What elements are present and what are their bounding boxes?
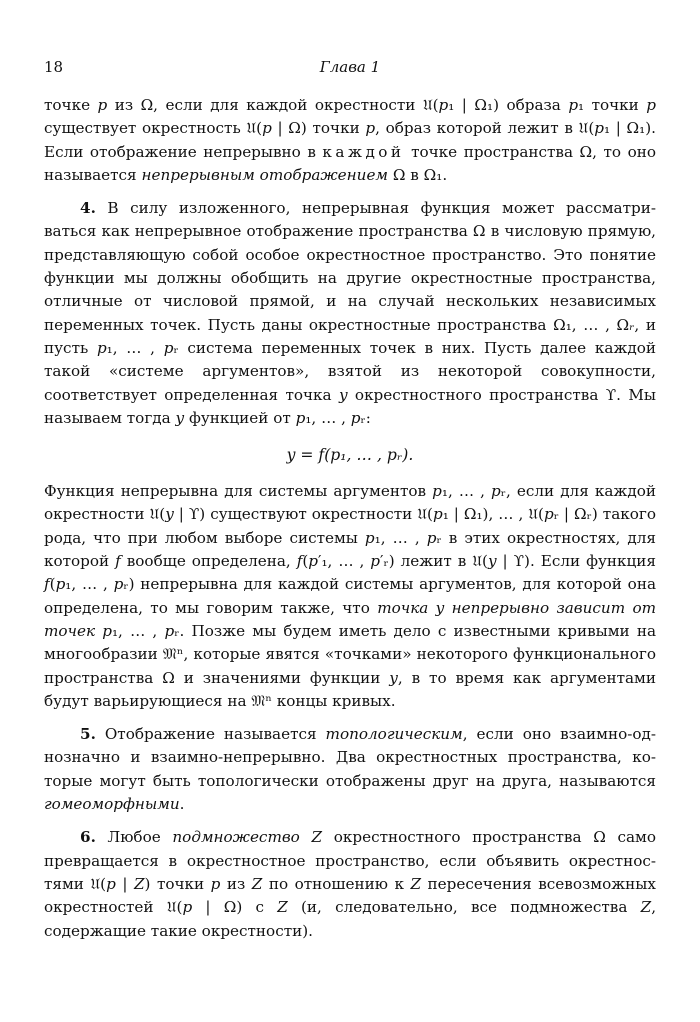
text-run: p bbox=[295, 408, 306, 427]
text-run: функцией от bbox=[184, 408, 296, 427]
text-run: окрестностного пространства Ω само превращается в окрестностное пространство, если объявить окрестностями 𝔘( bbox=[44, 828, 656, 893]
text-run: ₁ | Ω₁), … , 𝔘( bbox=[442, 505, 544, 524]
text-run: p bbox=[113, 575, 124, 594]
text-run: | ϒ). Если функция bbox=[496, 552, 656, 571]
text-run: гомеоморфными bbox=[44, 795, 180, 814]
text-run: ′ᵣ) лежит в 𝔘( bbox=[380, 552, 488, 571]
text-run: Функция непрерывна для системы аргументов bbox=[44, 482, 433, 501]
text-run: y bbox=[338, 385, 348, 404]
text-run: ₁, … , bbox=[374, 528, 427, 547]
text-run: существует окрестность 𝔘( bbox=[44, 119, 263, 138]
text-run: , и пусть bbox=[44, 315, 657, 357]
text-run: y bbox=[487, 552, 497, 571]
text-run: p bbox=[370, 552, 381, 571]
text-run: Z bbox=[277, 898, 288, 917]
text-run: p bbox=[594, 119, 604, 138]
text-run: p bbox=[106, 874, 116, 893]
text-run: f bbox=[44, 575, 50, 594]
text-run: f bbox=[115, 552, 121, 571]
text-run: , в то время как аргументами будут варьирующиеся на 𝔐ⁿ концы кривых. bbox=[44, 668, 656, 710]
text-run: y bbox=[175, 408, 185, 427]
text-run: ₁ | Ω₁). Если отображение непрерывно в bbox=[44, 119, 656, 161]
text-run: p bbox=[432, 505, 443, 524]
text-run: Z bbox=[640, 898, 652, 917]
text-run: p bbox=[55, 575, 66, 594]
text-run: Z bbox=[251, 874, 263, 893]
text-run: ( bbox=[49, 575, 56, 594]
text-run: точке bbox=[44, 96, 98, 114]
text-run: . bbox=[179, 795, 185, 814]
text-run: y bbox=[389, 668, 398, 687]
text-run: непрерывным отображением bbox=[141, 165, 389, 184]
text-run: , образ которой лежит в 𝔘( bbox=[375, 119, 595, 138]
text-run: вообще определена, bbox=[120, 552, 297, 571]
paragraph bbox=[44, 197, 656, 430]
text-run: ᵣ bbox=[629, 315, 635, 334]
text-run: f bbox=[296, 552, 303, 571]
paragraph bbox=[44, 94, 656, 187]
text-run: ᵣ, если для каждой окрестности 𝔘( bbox=[44, 482, 656, 524]
text-run: 6. bbox=[80, 828, 96, 847]
text-run: ( bbox=[302, 552, 309, 571]
text-run: p bbox=[350, 408, 361, 427]
text-run: | ϒ) существуют окрестности 𝔘( bbox=[173, 505, 433, 524]
text-run: Любое bbox=[95, 828, 173, 847]
text-run: точке пространства Ω, то оно называется bbox=[44, 142, 656, 184]
text-run: ₁, … , bbox=[305, 408, 351, 427]
text-run: ᵣ в этих окрестностях, для которой bbox=[44, 528, 656, 571]
text-run: , содержащие такие окрестности). bbox=[44, 898, 657, 940]
text-run: p bbox=[210, 874, 221, 893]
text-run: p bbox=[97, 96, 108, 114]
text-run: p bbox=[96, 338, 107, 357]
text-run: Ω в Ω₁. bbox=[388, 165, 448, 184]
text-run: по отношению к bbox=[262, 874, 411, 893]
body-text-before-formula bbox=[44, 94, 656, 430]
text-run: p bbox=[543, 505, 554, 524]
body-text-after-formula bbox=[44, 480, 656, 943]
paragraph bbox=[44, 480, 656, 713]
text-run: (и, следовательно, все подмножества bbox=[287, 898, 641, 917]
text-run: y bbox=[165, 505, 174, 524]
text-run: ′₁, … , bbox=[318, 552, 371, 571]
text-run: Отображение называется bbox=[95, 725, 326, 744]
text-run: В силу изложенного, непрерывная функция может рассматриваться как непрерывное отображение пространства Ω в числовую прямую, представляющую собой особое окрестностное пространство. Это понятие функции мы должны обобщить на другие окрестностные пространства, отличные от числовой прямой, и на случай нескольких независимых переменных точек. Пусть даны окрестностные пространства Ω₁, … , Ω bbox=[44, 199, 656, 334]
text-run: ₁ | Ω₁) образа bbox=[448, 96, 569, 114]
text-run: , если оно взаимно-однозначно и взаимно-непрерывно. Два окрестностных пространства, которые могут быть топологически отображены друг на друга, называются bbox=[44, 725, 656, 790]
text-run: подмножество Z bbox=[172, 828, 323, 847]
display-formula: y = f(p₁, … , pᵣ). bbox=[286, 446, 414, 465]
text-run: | bbox=[115, 874, 134, 893]
paragraph bbox=[44, 723, 656, 816]
text-run: ᵣ. Позже мы будем иметь дело с известными кривыми на многообразии 𝔐ⁿ, которые явятся «точками» некоторого функционального пространства Ω и значениями функции bbox=[44, 621, 656, 687]
text-run: p bbox=[426, 528, 437, 547]
text-run: из bbox=[220, 874, 252, 893]
text-run: ₁ точки bbox=[578, 96, 647, 114]
chapter-title: Глава 1 bbox=[319, 58, 381, 76]
text-run: p bbox=[568, 96, 579, 114]
page-number: 18 bbox=[44, 58, 64, 76]
text-run: p bbox=[490, 482, 501, 501]
text-run: ᵣ) непрерывна для каждой системы аргументов, для которой она определена, то мы говорим также, что bbox=[44, 575, 657, 617]
text-run: окрестностного пространства ϒ. Мы называем тогда bbox=[44, 385, 656, 427]
text-run: | Ω) точки bbox=[271, 119, 366, 138]
text-run: p bbox=[262, 119, 272, 138]
text-run: 4. bbox=[80, 199, 96, 218]
running-header bbox=[44, 58, 656, 80]
text-run: Z bbox=[133, 874, 145, 893]
text-run: p bbox=[432, 482, 442, 501]
text-run: каждой bbox=[322, 142, 405, 161]
text-run: p bbox=[164, 621, 175, 640]
text-run: пересечения всевозможных окрестностей 𝔘( bbox=[44, 874, 656, 917]
text-run: p bbox=[308, 552, 319, 571]
text-run: ᵣ | Ωᵣ) такого рода, что при любом выборе системы bbox=[44, 505, 656, 547]
text-run: p bbox=[646, 96, 656, 114]
text-run: ₁, … , bbox=[65, 575, 114, 594]
text-run: точка y непрерывно зависит от точек p bbox=[44, 598, 656, 640]
text-run: p bbox=[163, 338, 174, 357]
text-run: из Ω, если для каждой окрестности 𝔘( bbox=[107, 96, 439, 114]
text-run: топологическим bbox=[325, 725, 463, 744]
text-run: ₁, … , bbox=[111, 621, 165, 640]
text-run: ᵣ система переменных точек в них. Пусть далее каждой такой «системе аргументов», взятой из некоторой совокупности, соответствует определенная точка bbox=[44, 338, 656, 404]
text-run: p bbox=[438, 96, 449, 114]
text-run: ) точки bbox=[144, 874, 211, 893]
text-run: p bbox=[365, 119, 376, 138]
text-run: ₁, … , bbox=[106, 338, 164, 357]
text-run: p bbox=[182, 898, 193, 917]
paragraph bbox=[44, 826, 656, 942]
text-run: ᵣ: bbox=[360, 408, 371, 427]
text-run: | Ω) с bbox=[192, 898, 278, 917]
text-run: Z bbox=[410, 874, 422, 893]
text-run: ₁, … , bbox=[441, 482, 491, 501]
text-run: 5. bbox=[80, 725, 96, 744]
text-run: p bbox=[364, 528, 375, 547]
